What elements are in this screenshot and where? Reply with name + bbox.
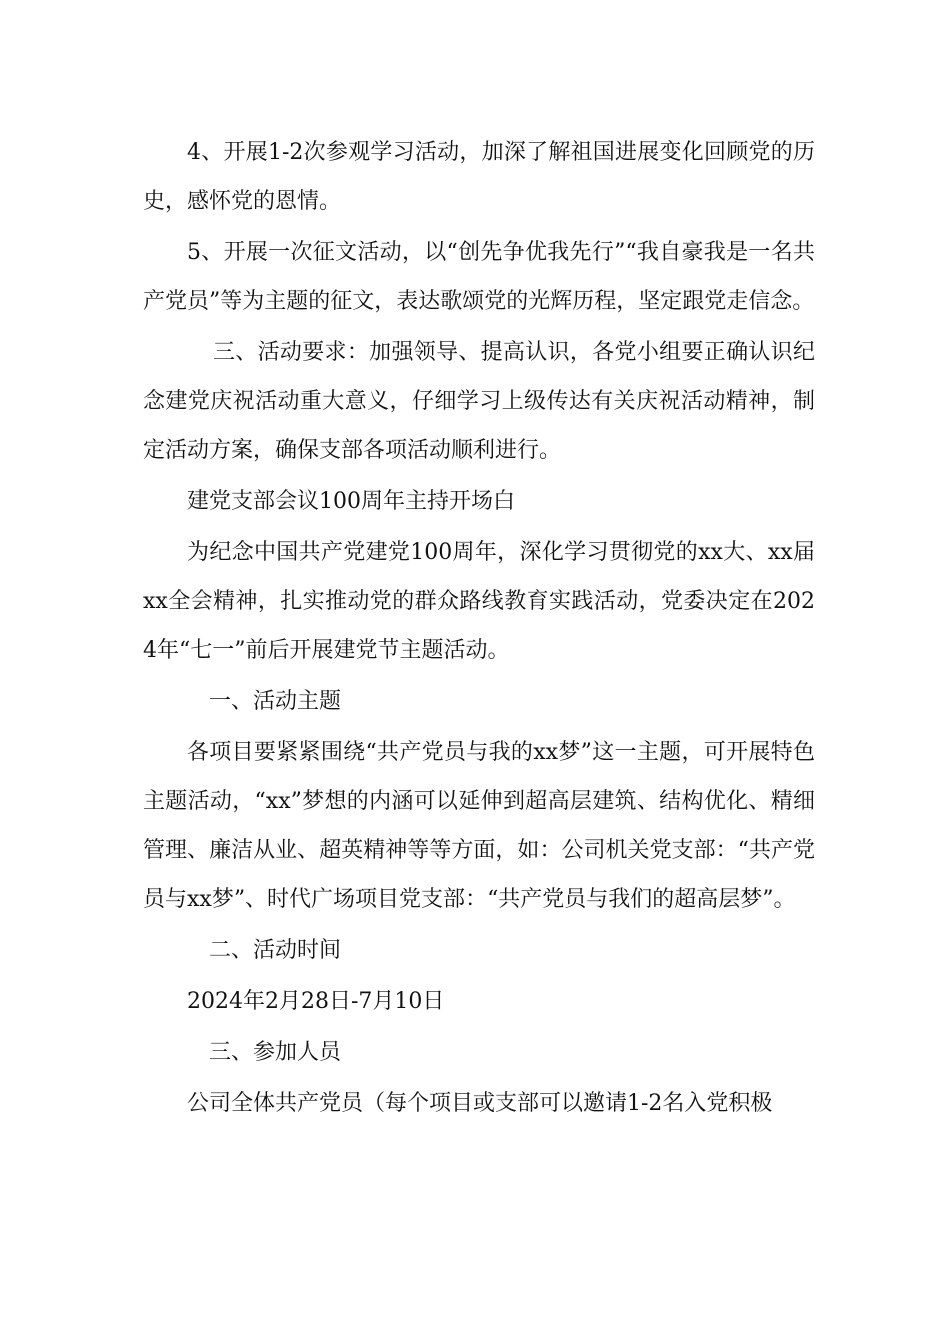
heading-activity-theme: 一、活动主题 [209, 689, 342, 714]
paragraph-activity-requirements: 三、活动要求：加强领导、提高认识，各党小组要正确认识纪念建党庆祝活动重大意义，仔细学习上级传达有关庆祝活动精神，制定活动方案，确保支部各项活动顺利进行。 [143, 340, 815, 463]
paragraph-participants: 公司全体共产党员（每个项目或支部可以邀请1-2名入党积极 [187, 1091, 773, 1116]
heading-participants: 三、参加人员 [209, 1040, 342, 1065]
document-page [143, 128, 815, 1128]
paragraph-item-4: 4、开展1-2次参观学习活动，加深了解祖国进展变化回顾党的历史，感怀党的恩情。 [143, 140, 815, 214]
heading-activity-time: 二、活动时间 [209, 938, 342, 963]
section-title: 建党支部会议100周年主持开场白 [187, 489, 515, 514]
paragraph-theme-detail: 各项目要紧紧围绕“共产党员与我的xx梦”这一主题，可开展特色主题活动，“xx”梦想的内涵可以延伸到超高层建筑、结构优化、精细管理、廉洁从业、超英精神等等方面，如：公司机关党支部：“共产党员与xx梦”、时代广场项目党支部：“共产党员与我们的超高层梦”。 [143, 740, 815, 912]
activity-date-range: 2024年2月28日-7月10日 [187, 989, 445, 1014]
paragraph-intro: 为纪念中国共产党建党100周年，深化学习贯彻党的xx大、xx届xx全会精神，扎实推动党的群众路线教育实践活动，党委决定在2024年“七一”前后开展建党节主题活动。 [143, 540, 815, 663]
paragraph-item-5: 5、开展一次征文活动，以“创先争优我先行”“我自豪我是一名共产党员”等为主题的征文，表达歌颂党的光辉历程，坚定跟党走信念。 [143, 240, 815, 314]
